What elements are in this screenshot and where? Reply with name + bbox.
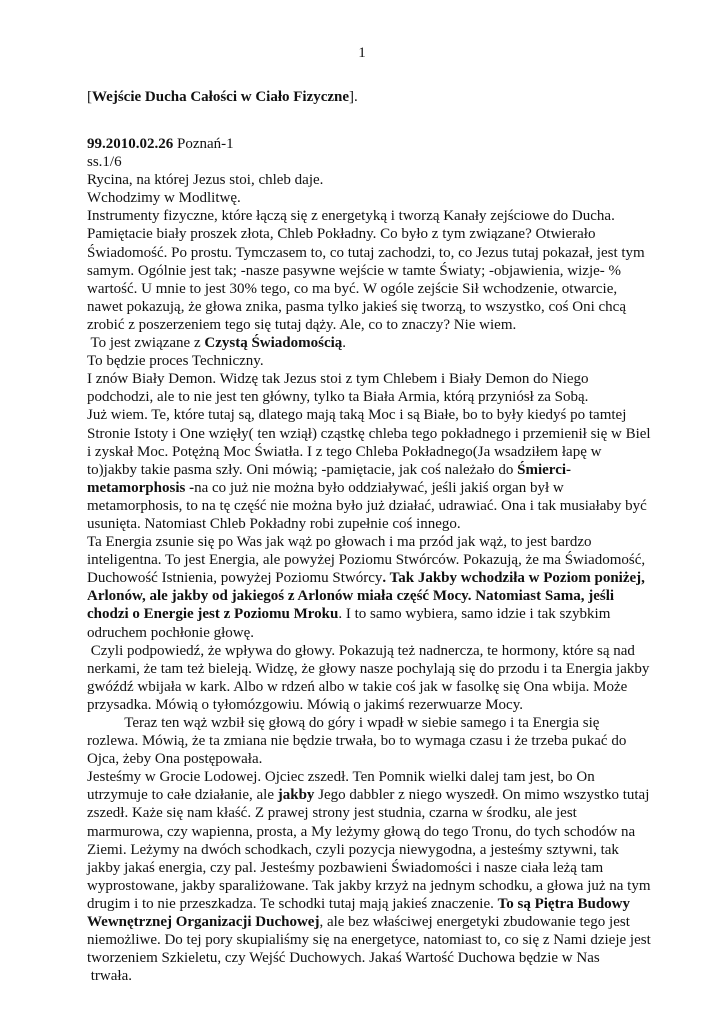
text-segment: Wchodzimy w Modlitwę.	[87, 190, 241, 207]
text-line	[87, 207, 647, 225]
text-segment: i zyskał Moc. Potężną Moc Światła. I z tego Chleba Pokładnego(Ja wsadziłem łapę w	[87, 443, 602, 460]
text-line	[87, 569, 647, 587]
text-line	[87, 696, 647, 714]
text-segment: Instrumenty fizyczne, które łączą się z energetyką i tworzą Kanały zejściowe do Ducha.	[87, 208, 615, 225]
text-line	[87, 334, 647, 352]
text-segment: Teraz ten wąż wzbił się głową do góry i wpadł w siebie samego i ta Energia się	[87, 715, 600, 731]
text-line	[87, 931, 651, 949]
text-line	[87, 678, 647, 696]
text-segment: wyprostowane, jakby sparaliżowane. Tak jakby krzyż na jednym schodku, a głowa już na tym	[87, 877, 651, 894]
text-segment: Poznań-1	[173, 136, 234, 152]
text-segment: nerkami, że tam też bieleją. Widzę, że głowy nasze pochylają się do przodu i ta Energia jakby	[87, 660, 650, 677]
text-line	[87, 967, 647, 985]
text-line	[87, 859, 647, 877]
text-segment: Czyli podpowiedź, że wpływa do głowy. Pokazują też nadnercza, te hormony, które są nad	[87, 642, 635, 659]
text-segment: zszedł. Każe się nam kłaść. Z prawej strony jest studnia, czarna w środku, ale jest	[87, 805, 577, 822]
text-line	[87, 642, 647, 660]
text-segment: to)jakby takie pasma szły. Oni mówią; -pamiętacie, jak coś należało do	[87, 461, 518, 478]
text-line	[87, 280, 647, 298]
text-line	[87, 153, 647, 171]
text-line	[87, 949, 647, 967]
text-segment: jakby jakaś energia, czy pal. Jesteśmy pozbawieni Świadomości i nasze ciała leżą tam	[87, 859, 604, 876]
bold-text-segment: Wewnętrznej Organizacji Duchowej	[87, 914, 320, 931]
text-segment: I znów Biały Demon. Widzę tak Jezus stoi z tym Chlebem i Biały Demon do Niego	[87, 371, 589, 388]
text-line	[87, 895, 647, 913]
text-segment: inteligentna. To jest Energia, ale powyżej Poziomu Stwórców. Pokazują, że ma Świadomość,	[87, 552, 646, 569]
text-line	[87, 732, 647, 750]
title-text: Wejście Ducha Całości w Ciało Fizyczne	[92, 89, 350, 105]
text-segment: Świadomość. Po prostu. Tymczasem to, co tutaj zachodzi, to, co Jezus tutaj pokazał, jest tym	[87, 244, 645, 261]
text-segment: To będzie proces Techniczny.	[87, 353, 264, 370]
text-segment: trwała.	[87, 968, 132, 985]
text-line	[87, 406, 647, 424]
text-segment: samym. Ogólnie jest tak; -nasze pasywne wejście w tamte Światy; -objawienia, wizje- %	[87, 262, 622, 279]
text-segment: usunięta. Natomiast Chleb Pokładny robi zupełnie coś innego.	[87, 515, 461, 532]
bold-text-segment: Śmierci-	[517, 461, 572, 478]
bold-text-segment: metamorphosis -	[87, 479, 195, 496]
text-segment: Stronie Istoty i One wzięły( ten wziął) cząstkę chleba tego pokładnego i przemienił się w Biel	[87, 425, 651, 442]
bold-text-segment: . Tak Jakby wchodziła w Poziom poniżej,	[382, 570, 645, 587]
text-segment: Ziemi. Leżymy na dwóch schodkach, czyli pozycja niewygodna, a jesteśmy sztywni, tak	[87, 841, 619, 858]
text-segment: gwóźdź wbijała w kark. Albo w rdzeń albo w takie coś jak w fasolkę się Ona wbija. Może	[87, 678, 628, 695]
bold-text-segment: chodzi o Energie jest z Poziomu Mroku	[87, 606, 339, 623]
text-line	[87, 605, 647, 623]
text-line	[87, 135, 647, 153]
text-segment: metamorphosis, to na tę część nie można było już działać, udrawiać. Ona i tak musiałaby być	[87, 497, 647, 514]
text-line	[87, 804, 647, 822]
title-close-bracket: ].	[349, 89, 358, 105]
text-line	[87, 750, 647, 768]
text-line	[87, 262, 647, 280]
text-line	[87, 298, 647, 316]
text-segment: wartość. U mnie to jest 30% tego, co ma być. W ogóle zejście Sił wchodzenie, otwarcie,	[87, 280, 618, 297]
text-segment: .	[342, 335, 347, 352]
text-segment: Jesteśmy w Grocie Lodowej. Ojciec zszedł. Ten Pomnik wielki dalej tam jest, bo On	[87, 769, 595, 786]
text-segment: Ojca, żeby Ona postępowała.	[87, 751, 263, 768]
text-segment: zrobić z poszerzeniem tego się tutaj dąży. Ale, co to znaczy? Nie wiem.	[87, 316, 517, 333]
text-line	[87, 515, 647, 533]
text-line	[87, 786, 650, 804]
text-line	[87, 823, 647, 841]
title-open-bracket: [	[87, 89, 92, 105]
text-segment: , ale bez właściwej energetyki zbudowanie tego jest	[319, 914, 630, 931]
text-segment: przysadka. Mówią o tyłomózgowiu. Mówią o jakimś rezerwuarze Mocy.	[87, 696, 523, 713]
text-segment: nawet pokazują, że głowa znika, pasma tylko jakieś się tworzą, to wszystko, coś Oni chcą	[87, 298, 626, 315]
text-line	[87, 225, 647, 243]
document-body	[87, 135, 651, 985]
text-segment: ss.1/6	[87, 154, 122, 171]
text-segment: . I to samo wybiera, samo idzie i tak szybkim	[338, 606, 611, 623]
text-line	[87, 425, 651, 443]
bold-text-segment: 99.2010.02.26	[87, 136, 174, 152]
text-line	[87, 587, 647, 605]
text-segment: tworzeniem Szkieletu, czy Wejść Duchowych. Jakaś Wartość Duchowa będzie w Nas	[87, 950, 600, 967]
text-line	[87, 624, 647, 642]
text-segment: marmurowa, czy wapienna, prosta, a My leżymy głową do tego Tronu, do tych schodów na	[87, 823, 636, 840]
text-segment: Już wiem. Te, które tutaj są, dlatego mają taką Moc i są Białe, bo to były kiedyś po tamtej	[87, 407, 627, 424]
text-segment: Rycina, na której Jezus stoi, chleb daje.	[87, 172, 324, 189]
text-line	[87, 768, 647, 786]
text-line	[87, 370, 647, 388]
text-segment: niemożliwe. Do tej pory skupialiśmy się na energetyce, natomiast to, co się z Nami dzieje jest	[87, 932, 651, 949]
text-line	[87, 189, 647, 207]
text-segment: drugim i to nie przeszkadza. Te schodki tutaj mają jakieś znaczenie.	[87, 895, 498, 912]
page-number: 1	[358, 45, 366, 61]
text-line	[87, 171, 647, 189]
text-line	[87, 877, 651, 895]
text-line	[87, 244, 647, 262]
text-line	[87, 913, 647, 931]
text-segment: na co już nie można było oddziaływać, jeśli jakiś organ był w	[194, 479, 564, 496]
text-line	[87, 841, 647, 859]
text-segment: Ta Energia zsunie się po Was jak wąż po głowach i ma przód jak wąż, to jest bardzo	[87, 534, 592, 551]
text-line	[87, 714, 647, 732]
bold-text-segment: To są Piętra Budowy	[497, 895, 630, 912]
text-line	[87, 497, 647, 515]
text-line	[87, 461, 647, 479]
bold-text-segment: Czystą Świadomością	[204, 335, 343, 352]
text-segment: Duchowość Istnienia, powyżej Poziomu Stwórcy	[87, 570, 383, 587]
text-line	[87, 316, 647, 334]
bold-text-segment: jakby	[277, 787, 315, 804]
text-segment: Jego dabbler z niego wyszedł. On mimo wszystko tutaj	[314, 787, 650, 804]
text-segment: To jest związane z	[87, 335, 205, 352]
text-line	[87, 533, 647, 551]
text-segment: utrzymuje to całe działanie, ale	[87, 787, 278, 804]
text-line	[87, 479, 647, 497]
text-line	[87, 660, 650, 678]
text-segment: podchodzi, ale to nie jest ten główny, tylko ta Biała Armia, którą przyniósł za Sobą.	[87, 389, 589, 406]
text-segment: Pamiętacie biały proszek złota, Chleb Pokładny. Co było z tym związane? Otwierało	[87, 226, 596, 243]
text-line	[87, 443, 647, 461]
text-line	[87, 551, 647, 569]
bold-text-segment: Arlonów, ale jakby od jakiegoś z Arlonów miała część Mocy. Natomiast Sama, jeśli	[87, 588, 615, 605]
text-segment: odruchem pochłonie głowę.	[87, 624, 255, 641]
text-line	[87, 388, 647, 406]
text-segment: rozlewa. Mówią, że ta zmiana nie będzie trwała, bo to wymaga czasu i że trzeba pukać do	[87, 733, 627, 750]
document-title	[87, 88, 358, 106]
text-line	[87, 352, 647, 370]
